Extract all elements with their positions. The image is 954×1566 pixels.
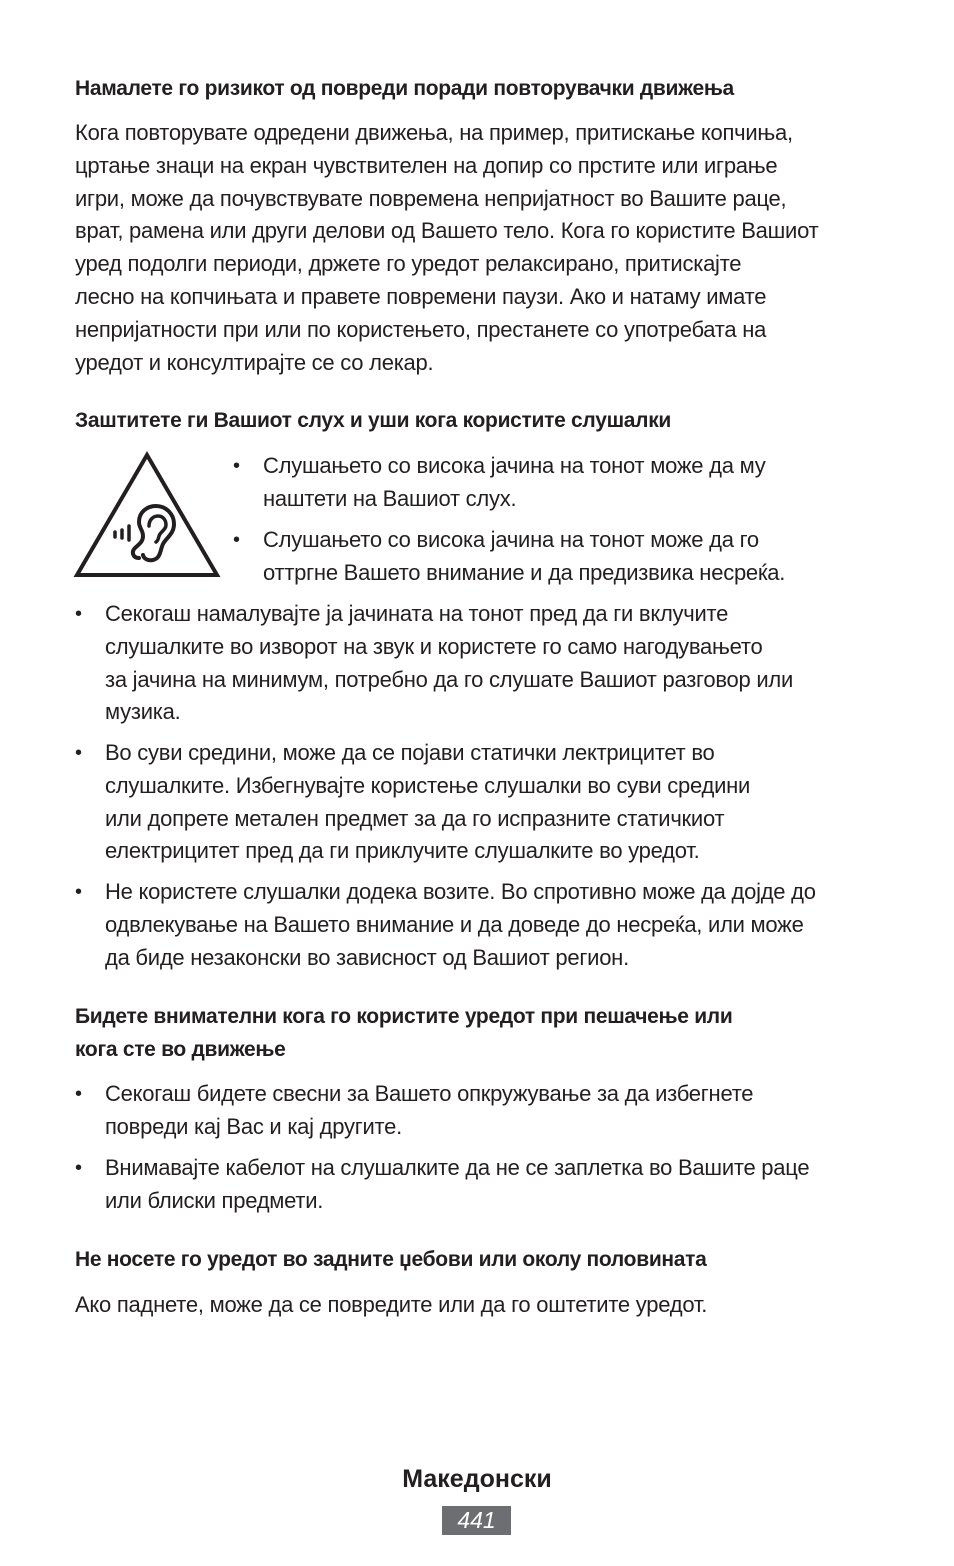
hearing-warning-icon: [73, 450, 221, 580]
list-item-line: Секогаш намалувајте ја јачината на тонот пред да ги вклучите: [105, 601, 729, 626]
list-item-line: наштети на Вашиот слух.: [263, 485, 517, 511]
section-heading-repetitive-motion: Намалете го ризикот од повреди поради повторувачки движења: [75, 77, 734, 100]
list-item-line: за јачина на минимум, потребно да го слушате Вашиот разговор или: [105, 666, 794, 692]
paragraph-line: уредот и консултирајте се со лекар.: [75, 349, 434, 375]
bullet-marker: •: [75, 742, 82, 764]
list-item-line: музика.: [105, 699, 181, 725]
list-item-text: [263, 450, 765, 516]
paragraph-line: Кога повторувате одредени движења, на пример, притискање копчиња,: [75, 120, 793, 145]
bullet-marker: •: [233, 529, 240, 551]
bullet-marker: •: [75, 881, 82, 903]
list-item-line: Во суви средини, може да се појави статички лектрицитет во: [105, 740, 715, 765]
list-item-text: [105, 737, 750, 868]
list-item-text: [105, 1152, 809, 1218]
paragraph-line: врат, рамена или други делови од Вашето тело. Кога го користите Вашиот: [75, 218, 819, 244]
list-item-line: или блиски предмети.: [105, 1187, 324, 1213]
list-item-line: Внимавајте кабелот на слушалките да не се заплетка во Вашите раце: [105, 1155, 810, 1180]
list-item-line: да биде незаконски во зависност од Вашиот регион.: [105, 944, 629, 970]
list-item-line: слушалките во изворот на звук и користете го само нагодувањето: [105, 633, 763, 659]
section-heading-hearing: Заштитете ги Вашиот слух и уши кога користите слушалки: [75, 409, 672, 432]
list-item-line: Слушањето со висока јачина на тонот може да го: [263, 527, 759, 552]
list-item-line: или допрете метален предмет за да го испразните статичкиот: [105, 805, 725, 831]
heading-line: кога сте во движење: [75, 1038, 286, 1061]
page-number: 441: [442, 1506, 511, 1535]
heading-line: Бидете внимателни кога го користите уредот при пешачење или: [75, 1005, 733, 1028]
bullet-marker: •: [75, 1157, 82, 1179]
bullet-marker: •: [75, 1083, 82, 1105]
bullet-marker: •: [233, 455, 240, 477]
section-heading-walking: [75, 1000, 875, 1066]
list-item-text: [105, 1078, 753, 1144]
list-item-line: Секогаш бидете свесни за Вашето опкружување за да избегнете: [105, 1081, 754, 1106]
paragraph-line: игри, може да почувствувате повремена непријатност во Вашите раце,: [75, 185, 787, 211]
section-heading-pockets: Не носете го уредот во задните џебови или околу половината: [75, 1248, 707, 1271]
list-item-text: [263, 524, 785, 590]
list-item-line: Слушањето со висока јачина на тонот може да му: [263, 453, 766, 478]
paragraph-line: непријатности при или по користењето, престанете со употребата на: [75, 316, 767, 342]
bullet-marker: •: [75, 603, 82, 625]
paragraph-pockets: Ако паднете, може да се повредите или да го оштетите уредот.: [75, 1292, 708, 1317]
list-item-line: оттргне Вашето внимание и да предизвика несреќа.: [263, 559, 786, 585]
paragraph-line: уред подолги периоди, држете го уредот релаксирано, притискајте: [75, 251, 742, 277]
footer-language: Македонски: [402, 1465, 552, 1493]
list-item-text: [105, 598, 793, 729]
paragraph-line: цртање знаци на екран чувствителен на допир со прстите или играње: [75, 152, 778, 178]
list-item-line: електрицитет пред да ги приклучите слушалките во уредот.: [105, 838, 700, 864]
list-item-line: слушалките. Избегнувајте користење слушалки во суви средини: [105, 772, 751, 798]
list-item-line: Не користете слушалки додека возите. Во спротивно може да дојде до: [105, 879, 816, 904]
paragraph-repetitive-motion: [75, 117, 885, 379]
list-item-line: повреди кај Вас и кај другите.: [105, 1113, 402, 1139]
list-item-line: одвлекување на Вашето внимание и да доведе до несреќа, или може: [105, 911, 804, 937]
paragraph-line: лесно на копчињата и правете повремени паузи. Ако и натаму имате: [75, 283, 767, 309]
list-item-text: [105, 876, 816, 974]
